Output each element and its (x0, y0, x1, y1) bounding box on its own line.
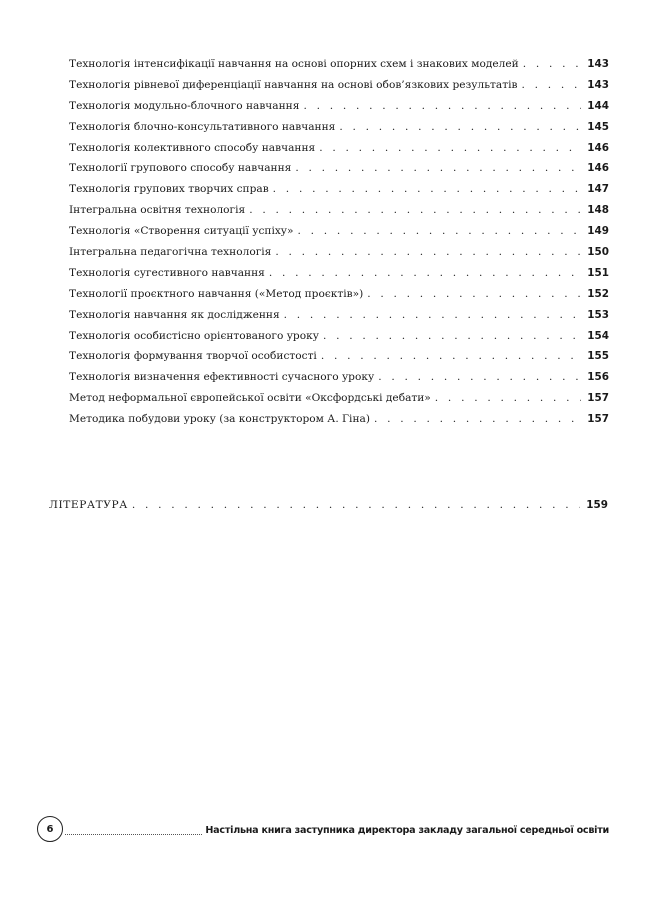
toc-entry-literature[interactable] (49, 495, 608, 516)
toc-entry-title: Технологія колективного способу навчання (69, 141, 316, 154)
toc-entry-page: 155 (587, 350, 609, 363)
toc-entry[interactable] (69, 367, 609, 388)
toc-entry-title: Технологія навчання як дослідження (69, 308, 280, 321)
dot-leader (298, 221, 581, 242)
toc-entry-title: Технологія інтенсифікації навчання на основі опорних схем і знакових моделей (69, 58, 519, 70)
toc-entry-title: Технологія визначення ефективності сучасного уроку (69, 371, 375, 384)
toc-entry-page: 144 (587, 99, 609, 112)
toc-entry[interactable] (69, 138, 609, 159)
toc-entry[interactable] (69, 200, 609, 221)
toc-entry-page: 146 (587, 162, 609, 175)
dot-leader (321, 346, 581, 367)
toc-entry[interactable] (69, 75, 609, 96)
toc-entry-page: 145 (587, 120, 609, 133)
toc-entry-page: 149 (587, 225, 609, 238)
toc-entry[interactable] (69, 305, 609, 326)
toc-entry-page: 151 (587, 266, 609, 279)
dot-leader (249, 200, 581, 221)
toc-entry-title: Технологія групових творчих справ (69, 183, 269, 196)
footer-dotted-rule (65, 834, 202, 835)
toc-entry-page: 157 (587, 392, 609, 405)
toc-entry[interactable] (69, 326, 609, 347)
toc-entry-title: Технології групового способу навчання (69, 162, 292, 175)
toc-entry-page: 148 (587, 204, 609, 217)
literature-page: 159 (586, 499, 608, 511)
toc-entry[interactable] (69, 263, 609, 284)
toc-entry[interactable] (69, 409, 609, 430)
dot-leader (521, 75, 581, 96)
toc-entry-title: Технологія блочно-консультативного навчання (69, 120, 336, 133)
dot-leader (435, 388, 581, 409)
toc-entry-title: Інтегральна освітня технологія (69, 204, 246, 217)
toc-entry[interactable] (69, 284, 609, 305)
toc-entry-page: 143 (587, 78, 609, 91)
toc-entry[interactable] (69, 96, 609, 117)
toc-entry-title: Технологія формування творчої особистості (69, 350, 317, 363)
toc-entry-title: Технологія сугестивного навчання (69, 266, 265, 279)
dot-leader (303, 96, 581, 117)
toc-entry-title: Технологія модульно-блочного навчання (69, 99, 300, 112)
page-number-badge (37, 816, 63, 842)
toc-entry-page: 150 (587, 246, 609, 259)
dot-leader (339, 117, 581, 138)
dot-leader (378, 367, 581, 388)
toc-entry-page: 157 (587, 413, 609, 426)
toc-entry-page: 154 (587, 329, 609, 342)
toc-entry-page: 146 (587, 141, 609, 154)
toc-entry[interactable] (69, 158, 609, 179)
toc-entry[interactable] (69, 117, 609, 138)
toc-entry-page: 156 (587, 371, 609, 384)
dot-leader (269, 263, 581, 284)
dot-leader (275, 242, 581, 263)
dot-leader (319, 138, 581, 159)
toc-entry-title: Технологія особистісно орієнтованого уроку (69, 329, 319, 342)
table-of-contents (69, 54, 609, 430)
dot-leader (273, 179, 581, 200)
page-number: 6 (46, 823, 54, 835)
toc-entry[interactable] (69, 346, 609, 367)
toc-entry[interactable] (69, 54, 609, 75)
literature-title: ЛІТЕРАТУРА (49, 499, 128, 511)
dot-leader (323, 326, 581, 347)
running-footer-title: Настільна книга заступника директора закладу загальної середньої освіти (205, 824, 609, 836)
toc-entry-page: 152 (587, 287, 609, 300)
dot-leader (367, 284, 581, 305)
toc-entry-title: Інтегральна педагогічна технологія (69, 246, 272, 259)
dot-leader (132, 495, 580, 516)
toc-entry-title: Методика побудови уроку (за конструктором А. Гіна) (69, 413, 370, 426)
toc-entry-title: Метод неформальної європейської освіти «Оксфордські дебати» (69, 392, 431, 405)
toc-entry[interactable] (69, 242, 609, 263)
toc-entry-page: 147 (587, 183, 609, 196)
dot-leader (374, 409, 581, 430)
dot-leader (295, 158, 581, 179)
toc-entry-page: 143 (587, 58, 609, 70)
dot-leader (284, 305, 581, 326)
toc-entry[interactable] (69, 179, 609, 200)
toc-entry[interactable] (69, 221, 609, 242)
toc-entry-title: Технологія рівневої диференціації навчання на основі обов’язкових результатів (69, 78, 518, 91)
page-footer (37, 815, 609, 843)
toc-entry-page: 153 (587, 308, 609, 321)
toc-entry[interactable] (69, 388, 609, 409)
toc-entry-title: Технології проєктного навчання («Метод проєктів») (69, 287, 364, 300)
toc-entry-title: Технологія «Створення ситуації успіху» (69, 225, 294, 238)
dot-leader (523, 54, 581, 75)
